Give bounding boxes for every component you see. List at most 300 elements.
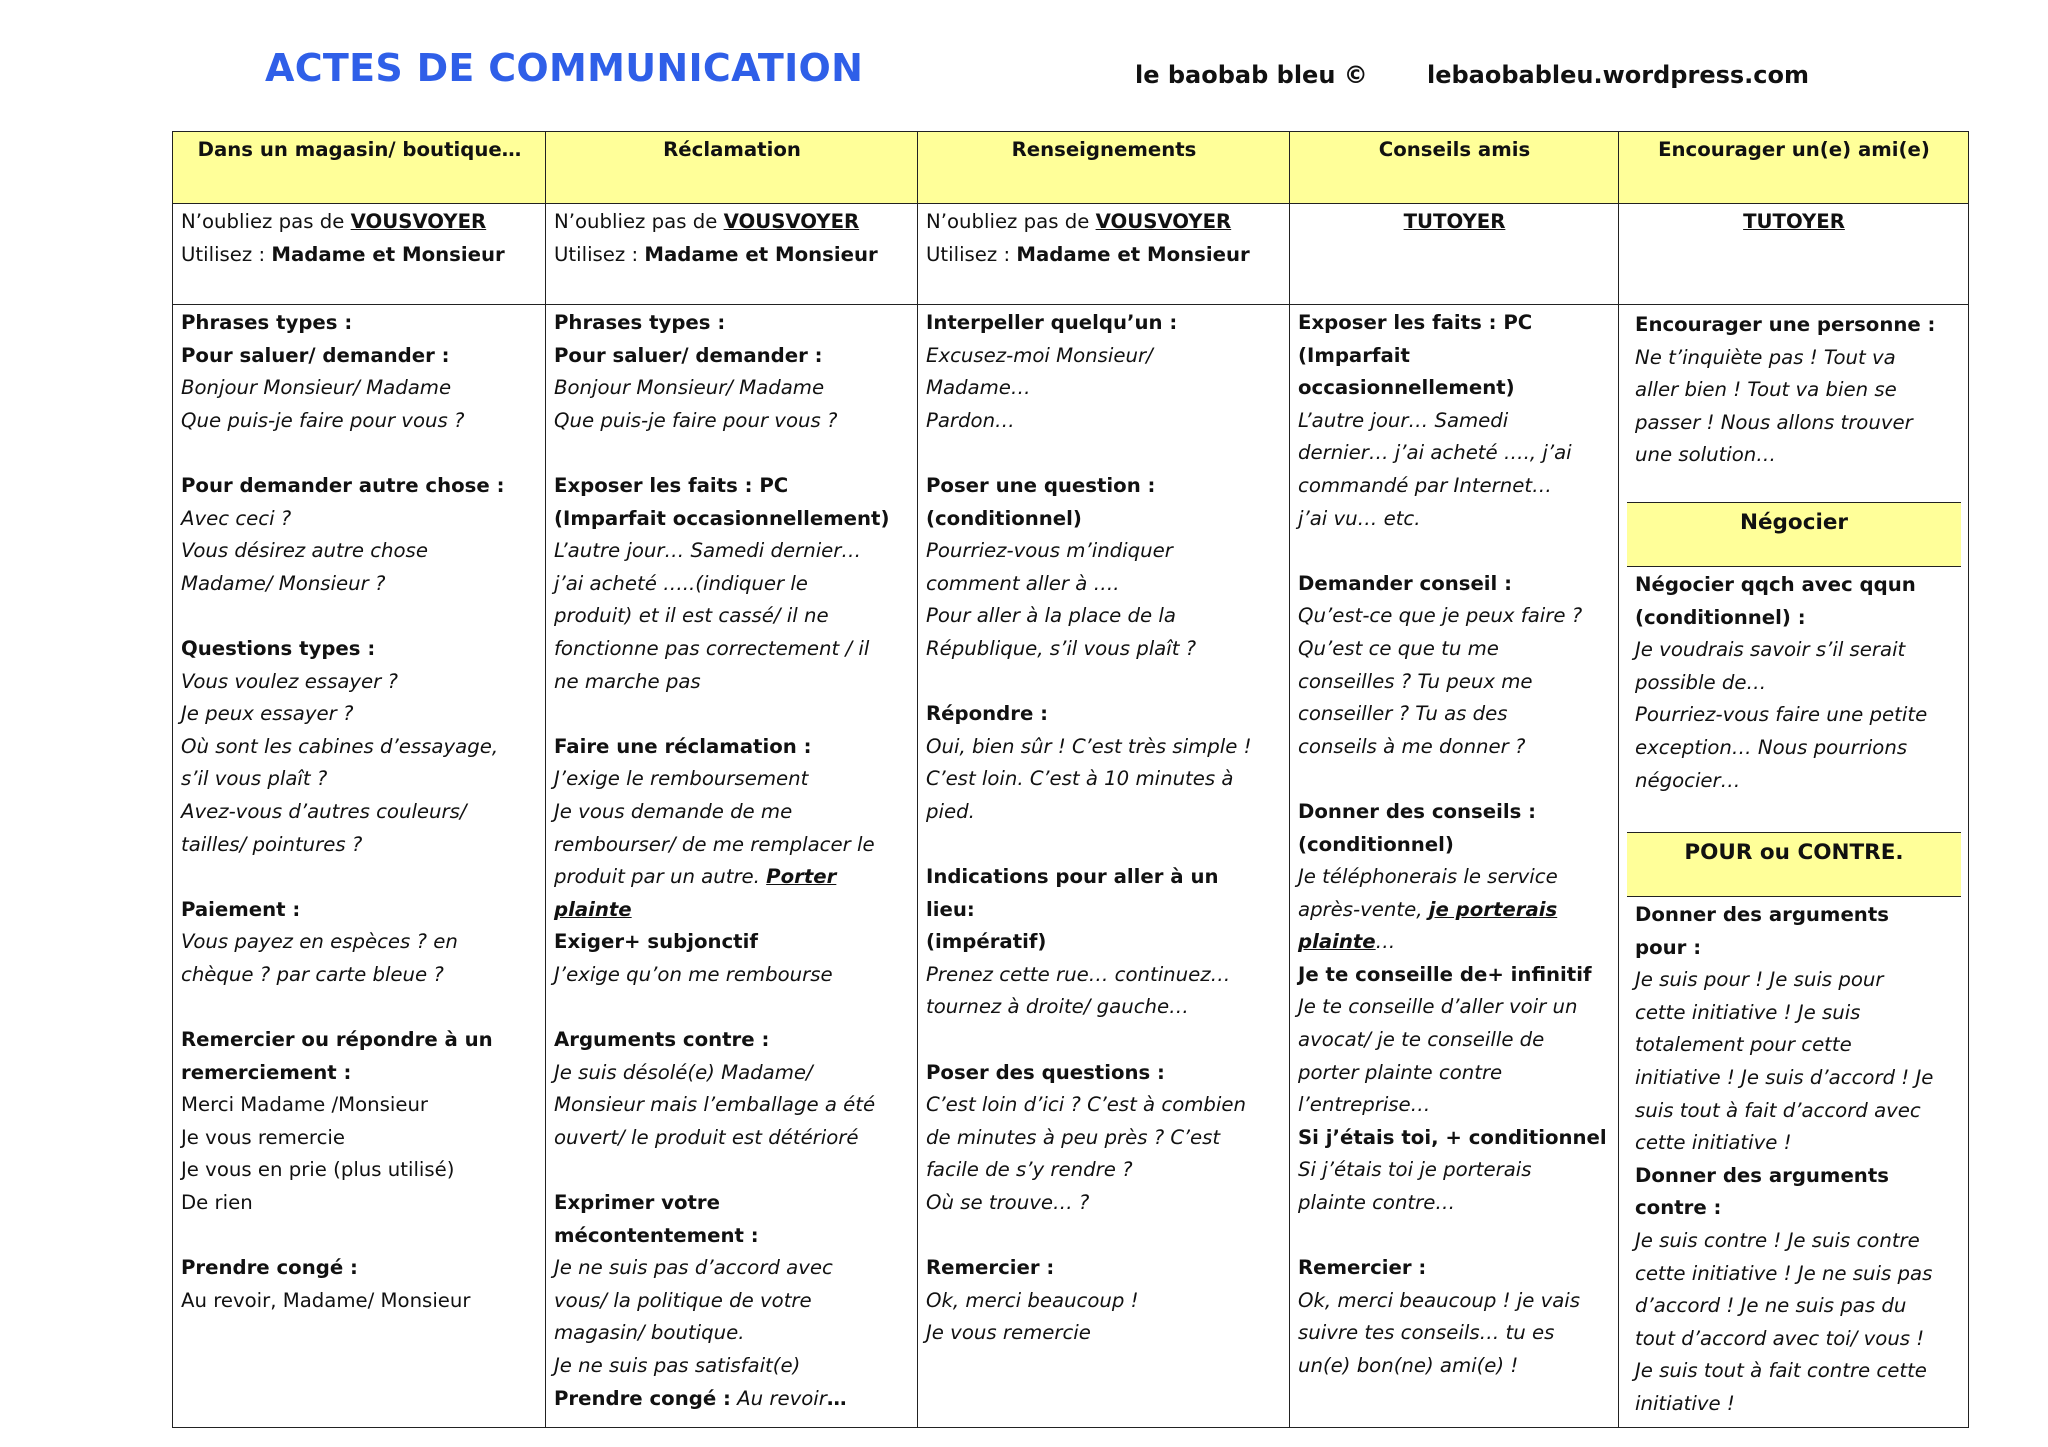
text-line bbox=[1298, 1089, 1611, 1122]
bold-text: Phrases types : bbox=[181, 311, 353, 334]
text-line bbox=[1298, 829, 1611, 862]
bold-text: (impératif) bbox=[926, 930, 1047, 954]
text-line bbox=[181, 763, 538, 796]
text-line bbox=[1635, 439, 1954, 472]
text-line bbox=[1298, 470, 1611, 503]
bold-text: Exiger+ subjonctif bbox=[554, 930, 758, 954]
blank-line bbox=[554, 991, 910, 1024]
text-line bbox=[1635, 569, 1954, 602]
text-line bbox=[181, 796, 538, 829]
bold-text: Donner des arguments bbox=[1635, 1163, 1889, 1187]
text-line bbox=[181, 1024, 538, 1057]
content-cell bbox=[918, 305, 1290, 1428]
italic-text: Que puis-je faire pour vous ? bbox=[181, 408, 465, 432]
blank-line bbox=[181, 1220, 538, 1253]
text-line bbox=[1298, 991, 1611, 1024]
text-line bbox=[1298, 861, 1611, 894]
italic-text: tout d’accord avec toi/ vous ! bbox=[1635, 1326, 1925, 1350]
register-address: Madame et Monsieur bbox=[271, 242, 505, 266]
italic-text: vous/ la politique de votre bbox=[554, 1288, 812, 1312]
text-line bbox=[554, 666, 910, 699]
bold-text: (Imparfait bbox=[1298, 343, 1410, 367]
text-line bbox=[554, 1187, 910, 1220]
italic-text: comment aller à …. bbox=[926, 571, 1120, 595]
text-line bbox=[181, 568, 538, 601]
text-line bbox=[554, 894, 910, 927]
plain-text: Merci Madame /Monsieur bbox=[181, 1093, 429, 1117]
communication-table bbox=[172, 131, 1969, 1428]
text-line bbox=[181, 1122, 538, 1155]
text-line bbox=[1635, 667, 1954, 700]
italic-text: Excusez-moi Monsieur/ bbox=[926, 343, 1153, 367]
bold-text: Demander conseil : bbox=[1298, 571, 1513, 595]
text-line bbox=[181, 372, 538, 405]
italic-text: Je vous demande de me bbox=[554, 799, 793, 823]
text-line bbox=[926, 568, 1282, 601]
bold-text: Répondre : bbox=[926, 702, 1049, 726]
register-text: Utilisez : bbox=[926, 242, 1017, 266]
italic-text: Avec ceci ? bbox=[181, 506, 292, 530]
text-line bbox=[1635, 602, 1954, 635]
italic-text: négocier… bbox=[1635, 768, 1741, 792]
text-line bbox=[1635, 1192, 1954, 1225]
italic-text: L’autre jour… Samedi bbox=[1298, 408, 1509, 432]
italic-text: Avez-vous d’autres couleurs/ bbox=[181, 799, 467, 823]
text-line bbox=[926, 698, 1282, 731]
plain-text: Je vous remercie bbox=[181, 1125, 345, 1149]
blank-line bbox=[926, 1220, 1282, 1253]
emphasis-text: plainte bbox=[1298, 930, 1376, 954]
subheading-negocier: Négocier bbox=[1627, 503, 1961, 567]
italic-text: Que puis-je faire pour vous ? bbox=[554, 408, 838, 432]
bold-text: occasionnellement) bbox=[1298, 376, 1515, 400]
text-line bbox=[554, 1285, 910, 1318]
italic-text: Je te conseille d’aller voir un bbox=[1298, 995, 1578, 1019]
bold-text: Si j’étais toi, + conditionnel bbox=[1298, 1125, 1607, 1149]
italic-text: Monsieur mais l’emballage a été bbox=[554, 1093, 876, 1117]
column-heading: Réclamation bbox=[546, 132, 918, 204]
bold-text: (conditionnel) : bbox=[1635, 605, 1806, 629]
italic-text: Pourriez-vous m’indiquer bbox=[926, 539, 1173, 563]
text-line bbox=[1635, 309, 1954, 342]
text-line bbox=[1635, 342, 1954, 375]
text-line bbox=[926, 1252, 1282, 1285]
text-line bbox=[181, 894, 538, 927]
bold-text: Prendre congé : bbox=[554, 1386, 731, 1410]
content-cell bbox=[173, 305, 546, 1428]
italic-text: après-vente, bbox=[1298, 897, 1429, 921]
text-line bbox=[926, 600, 1282, 633]
blank-line bbox=[181, 861, 538, 894]
text-line bbox=[181, 535, 538, 568]
text-line bbox=[1298, 1122, 1611, 1155]
italic-text: produit par un autre. bbox=[554, 865, 767, 889]
text-line bbox=[926, 959, 1282, 992]
bold-text: Donner des conseils : bbox=[1298, 799, 1537, 823]
text-line bbox=[926, 307, 1282, 340]
italic-text: Je vous remercie bbox=[926, 1321, 1091, 1345]
italic-text: République, s’il vous plaît ? bbox=[926, 636, 1197, 660]
text-line bbox=[1298, 1057, 1611, 1090]
text-line bbox=[554, 1252, 910, 1285]
text-line bbox=[1635, 1323, 1954, 1356]
text-line bbox=[181, 470, 538, 503]
blank-line bbox=[1298, 763, 1611, 796]
text-line bbox=[554, 1383, 910, 1416]
text-line bbox=[1635, 1160, 1954, 1193]
bold-text: Exposer les faits : PC bbox=[1298, 311, 1533, 334]
text-line bbox=[181, 1154, 538, 1187]
text-line bbox=[1635, 732, 1954, 765]
italic-text: Je ne suis pas d’accord avec bbox=[554, 1256, 833, 1280]
text-line bbox=[1635, 1095, 1954, 1128]
text-line bbox=[181, 666, 538, 699]
text-line bbox=[926, 340, 1282, 373]
text-line bbox=[554, 1122, 910, 1155]
bold-text: Pour demander autre chose : bbox=[181, 473, 505, 497]
text-line bbox=[1635, 997, 1954, 1030]
content-cell-stacked bbox=[1619, 305, 1969, 1428]
text-line bbox=[1298, 405, 1611, 438]
bold-text: (Imparfait occasionnellement) bbox=[554, 506, 890, 530]
bold-text: Pour saluer/ demander : bbox=[554, 343, 823, 367]
italic-text: J’exige le remboursement bbox=[554, 767, 809, 791]
text-line bbox=[1635, 1258, 1954, 1291]
text-line bbox=[1298, 959, 1611, 992]
italic-text: Où sont les cabines d’essayage, bbox=[181, 734, 499, 758]
negocier-block bbox=[1627, 567, 1961, 833]
italic-text: Pour aller à la place de la bbox=[926, 604, 1176, 628]
italic-text: commandé par Internet… bbox=[1298, 473, 1552, 497]
column-heading: Renseignements bbox=[918, 132, 1290, 204]
italic-text: une solution… bbox=[1635, 443, 1776, 467]
text-line bbox=[1298, 1154, 1611, 1187]
italic-text: Je téléphonerais le service bbox=[1298, 865, 1558, 889]
text-line bbox=[181, 405, 538, 438]
text-line bbox=[1298, 340, 1611, 373]
register-row bbox=[173, 204, 1969, 305]
italic-text: Ne t’inquiète pas ! Tout va bbox=[1635, 345, 1896, 369]
blank-line bbox=[181, 991, 538, 1024]
italic-text: tailles/ pointures ? bbox=[181, 832, 363, 856]
text-line bbox=[181, 1187, 538, 1220]
italic-text: de minutes à peu près ? C’est bbox=[926, 1125, 1221, 1149]
column-heading: Encourager un(e) ami(e) bbox=[1619, 132, 1969, 204]
italic-text: produit) et il est cassé/ il ne bbox=[554, 604, 829, 628]
register-address: Madame et Monsieur bbox=[644, 242, 878, 266]
bold-text: Poser une question : bbox=[926, 473, 1156, 497]
italic-text: d’accord ! Je ne suis pas du bbox=[1635, 1294, 1907, 1318]
italic-text: suivre tes conseils… tu es bbox=[1298, 1321, 1555, 1345]
italic-text: totalement pour cette bbox=[1635, 1033, 1852, 1057]
text-line bbox=[554, 926, 910, 959]
text-line bbox=[554, 1089, 910, 1122]
text-line bbox=[181, 1089, 538, 1122]
text-line bbox=[181, 959, 538, 992]
text-line bbox=[1635, 899, 1954, 932]
bold-text: Indications pour aller à un bbox=[926, 865, 1219, 889]
blank-line bbox=[554, 698, 910, 731]
blank-line bbox=[926, 437, 1282, 470]
website-url: lebaobableu.wordpress.com bbox=[1427, 61, 1810, 89]
plain-text: De rien bbox=[181, 1191, 253, 1215]
text-line bbox=[554, 503, 910, 536]
italic-text: Madame/ Monsieur ? bbox=[181, 571, 386, 595]
text-line bbox=[554, 763, 910, 796]
bold-text: Prendre congé : bbox=[181, 1256, 358, 1280]
italic-text: initiative ! Je suis d’accord ! Je bbox=[1635, 1065, 1934, 1089]
text-line bbox=[554, 861, 910, 894]
italic-text: chèque ? par carte bleue ? bbox=[181, 962, 444, 986]
blank-line bbox=[181, 437, 538, 470]
text-line bbox=[181, 633, 538, 666]
text-line bbox=[1635, 1127, 1954, 1160]
column-heading: Dans un magasin/ boutique… bbox=[173, 132, 546, 204]
text-line bbox=[1298, 372, 1611, 405]
italic-text: aller bien ! Tout va bien se bbox=[1635, 378, 1897, 402]
text-line bbox=[926, 1154, 1282, 1187]
bold-text: remerciement : bbox=[181, 1060, 352, 1084]
register-keyword: VOUSVOYER bbox=[350, 210, 487, 233]
text-line bbox=[926, 503, 1282, 536]
text-line bbox=[1298, 1252, 1611, 1285]
italic-text: Vous payez en espèces ? en bbox=[181, 930, 458, 954]
bold-text: Interpeller quelqu’un : bbox=[926, 311, 1178, 334]
text-line bbox=[181, 731, 538, 764]
text-line bbox=[554, 1220, 910, 1253]
text-line bbox=[1635, 964, 1954, 997]
bold-text: Arguments contre : bbox=[554, 1028, 770, 1052]
text-line bbox=[181, 503, 538, 536]
text-line bbox=[926, 535, 1282, 568]
text-line bbox=[181, 1285, 538, 1318]
italic-text: Qu’est-ce que je peux faire ? bbox=[1298, 604, 1583, 628]
italic-text: Je voudrais savoir s’il serait bbox=[1635, 638, 1906, 662]
text-line bbox=[926, 405, 1282, 438]
subheading-pour-contre: POUR ou CONTRE. bbox=[1627, 833, 1961, 897]
text-line bbox=[1635, 1355, 1954, 1388]
italic-text: Pourriez-vous faire une petite bbox=[1635, 703, 1928, 727]
text-line bbox=[181, 1057, 538, 1090]
text-line bbox=[926, 1285, 1282, 1318]
page-title: ACTES DE COMMUNICATION bbox=[265, 46, 864, 90]
text-line bbox=[554, 1317, 910, 1350]
italic-text: Je suis désolé(e) Madame/ bbox=[554, 1060, 813, 1084]
italic-text: fonctionne pas correctement / il bbox=[554, 636, 870, 660]
italic-text: … bbox=[1375, 930, 1396, 954]
italic-text: porter plainte contre bbox=[1298, 1060, 1503, 1084]
text-line bbox=[926, 926, 1282, 959]
bold-text: Exprimer votre bbox=[554, 1191, 720, 1215]
text-line bbox=[926, 1122, 1282, 1155]
text-line bbox=[554, 633, 910, 666]
bold-text: Encourager une personne : bbox=[1635, 313, 1936, 336]
text-line bbox=[1298, 698, 1611, 731]
italic-text: rembourser/ de me remplacer le bbox=[554, 832, 875, 856]
text-line bbox=[1635, 1290, 1954, 1323]
italic-text: Je suis pour ! Je suis pour bbox=[1635, 968, 1884, 992]
text-line bbox=[1298, 926, 1611, 959]
text-line bbox=[926, 731, 1282, 764]
italic-text: conseilles ? Tu peux me bbox=[1298, 669, 1533, 693]
bold-text: Donner des arguments bbox=[1635, 903, 1889, 926]
text-line bbox=[1298, 437, 1611, 470]
bold-text: Remercier : bbox=[1298, 1256, 1427, 1280]
text-line bbox=[1298, 796, 1611, 829]
italic-text: l’entreprise… bbox=[1298, 1093, 1431, 1117]
italic-text: j’ai vu… etc. bbox=[1298, 506, 1421, 530]
italic-text: Je suis tout à fait contre cette bbox=[1635, 1359, 1927, 1383]
text-line bbox=[1298, 1317, 1611, 1350]
register-keyword: VOUSVOYER bbox=[723, 210, 860, 233]
register-text: N’oubliez pas de bbox=[926, 210, 1096, 233]
italic-text: Au revoir bbox=[730, 1386, 827, 1410]
text-line bbox=[554, 340, 910, 373]
text-line bbox=[926, 861, 1282, 894]
italic-text: Ok, merci beaucoup ! bbox=[926, 1288, 1139, 1312]
text-line bbox=[1635, 1062, 1954, 1095]
register-cell bbox=[918, 204, 1290, 305]
text-line bbox=[1298, 568, 1611, 601]
register-tutoyer: TUTOYER bbox=[1619, 204, 1969, 305]
text-line bbox=[926, 372, 1282, 405]
register-text: Utilisez : bbox=[181, 242, 272, 266]
bold-text: (conditionnel) bbox=[1298, 832, 1454, 856]
bold-text: Exposer les faits : PC bbox=[554, 473, 789, 497]
text-line bbox=[554, 372, 910, 405]
column-heading: Conseils amis bbox=[1290, 132, 1619, 204]
text-line bbox=[1635, 407, 1954, 440]
italic-text: cette initiative ! bbox=[1635, 1131, 1792, 1155]
text-line bbox=[554, 796, 910, 829]
italic-text: Oui, bien sûr ! C’est très simple ! bbox=[926, 734, 1252, 758]
italic-text: C’est loin. C’est à 10 minutes à bbox=[926, 767, 1234, 791]
text-line bbox=[181, 698, 538, 731]
text-line bbox=[554, 307, 910, 340]
text-line bbox=[554, 731, 910, 764]
italic-text: pied. bbox=[926, 799, 975, 823]
text-line bbox=[1635, 1388, 1954, 1421]
author-credit: le baobab bleu © bbox=[1135, 61, 1368, 89]
italic-text: Je ne suis pas satisfait(e) bbox=[554, 1354, 801, 1377]
emphasis-text: je porterais bbox=[1428, 897, 1558, 921]
italic-text: cette initiative ! Je ne suis pas bbox=[1635, 1261, 1933, 1285]
text-line bbox=[1298, 1187, 1611, 1220]
blank-line bbox=[1298, 1220, 1611, 1253]
text-line bbox=[1298, 894, 1611, 927]
italic-text: Bonjour Monsieur/ Madame bbox=[554, 376, 825, 400]
text-line bbox=[926, 633, 1282, 666]
encourage-block bbox=[1627, 307, 1961, 503]
bold-text: pour : bbox=[1635, 935, 1702, 959]
bold-text: Faire une réclamation : bbox=[554, 734, 812, 758]
italic-text: cette initiative ! Je suis bbox=[1635, 1000, 1861, 1024]
bold-text: Remercier ou répondre à un bbox=[181, 1028, 493, 1052]
italic-text: initiative ! bbox=[1635, 1391, 1735, 1415]
italic-text: exception… Nous pourrions bbox=[1635, 735, 1908, 759]
italic-text: dernier… j’ai acheté …., j’ai bbox=[1298, 441, 1572, 465]
italic-text: s’il vous plaît ? bbox=[181, 767, 328, 791]
blank-line bbox=[1298, 535, 1611, 568]
italic-text: Je suis contre ! Je suis contre bbox=[1635, 1228, 1920, 1252]
text-line bbox=[926, 470, 1282, 503]
text-line bbox=[1298, 600, 1611, 633]
bold-text: lieu: bbox=[926, 897, 975, 921]
text-line bbox=[1298, 503, 1611, 536]
italic-text: Si j’étais toi je porterais bbox=[1298, 1158, 1532, 1182]
text-line bbox=[1298, 1285, 1611, 1318]
text-line bbox=[1298, 633, 1611, 666]
text-line bbox=[181, 926, 538, 959]
text-line bbox=[1298, 731, 1611, 764]
italic-text: Ok, merci beaucoup ! je vais bbox=[1298, 1288, 1581, 1312]
text-line bbox=[181, 307, 538, 340]
text-line bbox=[1298, 307, 1611, 340]
text-line bbox=[1298, 1350, 1611, 1383]
bold-text: Pour saluer/ demander : bbox=[181, 343, 450, 367]
register-cell bbox=[173, 204, 546, 305]
bold-text: Phrases types : bbox=[554, 311, 726, 334]
blank-line bbox=[926, 829, 1282, 862]
italic-text: Vous voulez essayer ? bbox=[181, 669, 398, 693]
bold-text: Remercier : bbox=[926, 1256, 1055, 1280]
italic-text: ouvert/ le produit est détérioré bbox=[554, 1125, 859, 1149]
text-line bbox=[181, 829, 538, 862]
text-line bbox=[554, 829, 910, 862]
pour-contre-block bbox=[1627, 897, 1961, 1424]
register-address: Madame et Monsieur bbox=[1016, 242, 1250, 266]
text-line bbox=[926, 894, 1282, 927]
blank-line bbox=[181, 600, 538, 633]
blank-line bbox=[554, 1154, 910, 1187]
text-line bbox=[926, 796, 1282, 829]
content-row bbox=[173, 305, 1969, 1428]
italic-text: Je peux essayer ? bbox=[181, 702, 354, 726]
register-text: Utilisez : bbox=[554, 242, 645, 266]
register-cell bbox=[546, 204, 918, 305]
italic-text: possible de… bbox=[1635, 670, 1767, 694]
italic-text: conseiller ? Tu as des bbox=[1298, 702, 1508, 726]
text-line bbox=[1298, 666, 1611, 699]
italic-text: Qu’est ce que tu me bbox=[1298, 636, 1499, 660]
text-line bbox=[926, 1057, 1282, 1090]
register-keyword: VOUSVOYER bbox=[1095, 210, 1232, 233]
bold-text: Paiement : bbox=[181, 897, 301, 921]
emphasis-text: Porter bbox=[766, 865, 837, 889]
text-line bbox=[926, 991, 1282, 1024]
text-line bbox=[554, 600, 910, 633]
italic-text: Vous désirez autre chose bbox=[181, 539, 428, 563]
italic-text: j’ai acheté …..(indiquer le bbox=[554, 571, 808, 595]
header-row bbox=[173, 132, 1969, 204]
content-cell bbox=[546, 305, 918, 1428]
blank-line bbox=[926, 666, 1282, 699]
content-cell bbox=[1290, 305, 1619, 1428]
register-text: N’oubliez pas de bbox=[181, 210, 351, 233]
italic-text: Madame… bbox=[926, 376, 1031, 400]
italic-text: suis tout à fait d’accord avec bbox=[1635, 1098, 1921, 1122]
italic-text: magasin/ boutique. bbox=[554, 1321, 745, 1345]
italic-text: facile de s’y rendre ? bbox=[926, 1158, 1133, 1182]
italic-text: C’est loin d’ici ? C’est à combien bbox=[926, 1093, 1246, 1117]
italic-text: Prenez cette rue… continuez… bbox=[926, 962, 1231, 986]
bold-text: contre : bbox=[1635, 1196, 1722, 1220]
register-text: N’oubliez pas de bbox=[554, 210, 724, 233]
text-line bbox=[1635, 1225, 1954, 1258]
italic-text: avocat/ je te conseille de bbox=[1298, 1028, 1545, 1052]
text-line bbox=[554, 1350, 910, 1383]
text-line bbox=[554, 959, 910, 992]
